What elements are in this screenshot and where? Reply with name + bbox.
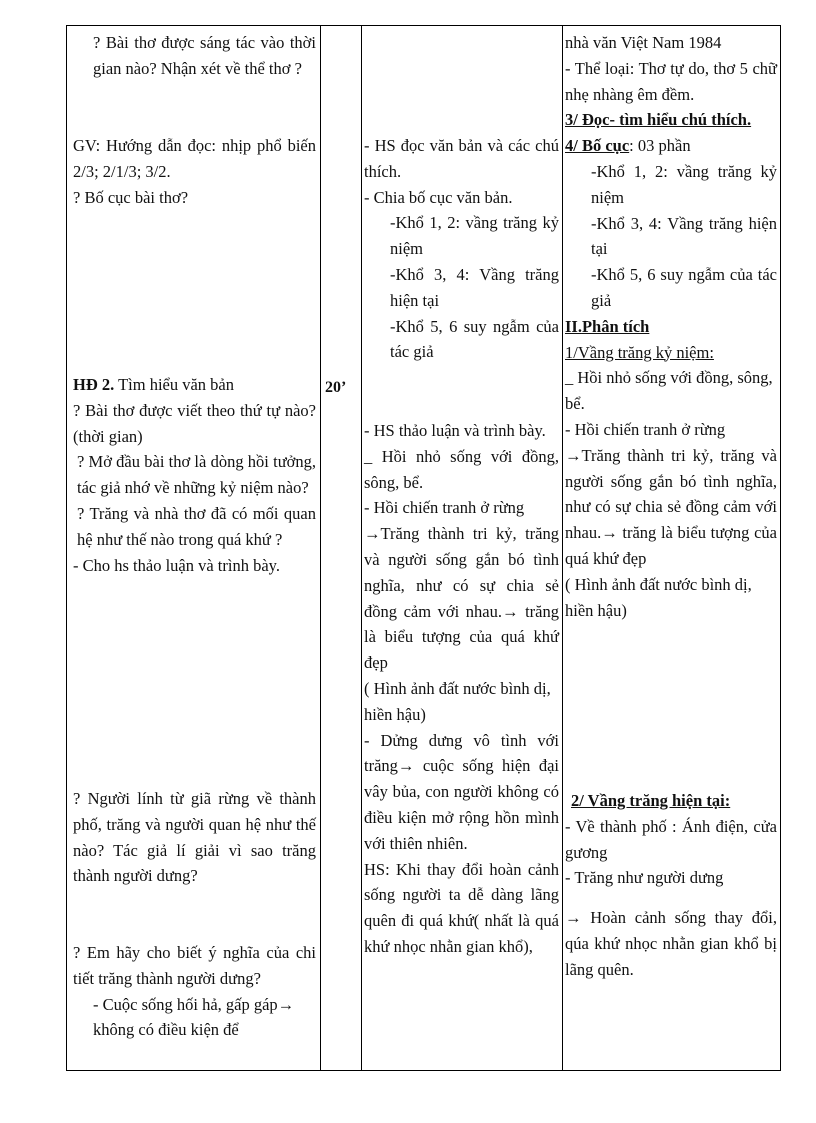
content-country-image: ( Hình ảnh đất nước bình dị, hiền hậu) bbox=[565, 574, 752, 620]
content-stranger: - Trăng như người dưng bbox=[565, 868, 724, 888]
question-order: ? Bài thơ được viết theo thứ tự nào?(thời gian) bbox=[73, 400, 316, 446]
content-circumstance: → Hoàn cảnh sống thay đổi, qúa khứ nhọc nhằn gian khổ bị lãng quên. bbox=[565, 908, 777, 979]
time-column bbox=[325, 26, 359, 1070]
writers-association-note: nhà văn Việt Nam 1984 bbox=[565, 33, 722, 52]
student-reading: - HS đọc văn bản và các chú thích. bbox=[364, 136, 559, 181]
question-soldier-city: ? Người lính từ giã rừng về thành phố, trăng và người quan hệ như thế nào? Tác giả lí giải vì sao trăng thành người dưng? bbox=[73, 789, 316, 886]
reading-heading: 3/ Đọc- tìm hiểu chú thích. bbox=[565, 110, 752, 130]
genre-note: - Thể loại: Thơ tự do, thơ 5 chữ nhẹ nhàng êm đềm. bbox=[565, 58, 777, 104]
column-divider bbox=[562, 26, 563, 1070]
content-city: - Về thành phố : Ánh điện, cửa gương bbox=[565, 816, 777, 862]
content-stanza-1-2: -Khổ 1, 2: vầng trăng kỷ niệm bbox=[591, 161, 777, 207]
student-forgetting-past: HS: Khi thay đổi hoàn cảnh sống người ta dễ dàng lãng quên đi quá khứ( nhất là quá khứ nhọc nhằn gian khổ), bbox=[364, 859, 559, 956]
student-discussion: - HS thảo luận và trình bày. bbox=[364, 421, 546, 440]
teacher-reading-guide: GV: Hướng dẫn đọc: nhịp phổ biến 2/3; 2/1/3; 3/2. bbox=[73, 136, 316, 181]
question-opening-memories: ? Mở đầu bài thơ là dòng hồi tưởng, tác giả nhớ về những kỷ niệm nào? bbox=[77, 452, 316, 498]
busy-life-note: - Cuộc sống hối hả, gấp gáp→ không có điều kiện để bbox=[93, 994, 295, 1040]
content-wartime: - Hồi chiến tranh ở rừng bbox=[565, 419, 726, 439]
student-wartime: - Hồi chiến tranh ở rừng bbox=[364, 498, 525, 518]
analysis-heading: II.Phân tích bbox=[565, 316, 650, 336]
student-stanza-1-2: -Khổ 1, 2: vầng trăng kỷ niệm bbox=[390, 213, 559, 259]
question-structure: ? Bố cục bài thơ? bbox=[73, 187, 189, 207]
student-stanza-5-6: -Khổ 5, 6 suy ngẫm của tác giả bbox=[390, 316, 559, 362]
content-stanza-3-4: -Khổ 3, 4: Vầng trăng hiện tại bbox=[591, 213, 777, 259]
time-allocation: 20’ bbox=[325, 379, 347, 396]
structure-heading: 4/ Bố cục: 03 phần bbox=[565, 136, 691, 156]
teacher-activity-column bbox=[73, 26, 316, 1070]
student-stanza-3-4: -Khổ 3, 4: Vầng trăng hiện tại bbox=[390, 264, 559, 310]
student-indifferent: - Dửng dưng vô tình với trăng→ cuộc sống hiện đại vây bủa, con người không có điều kiện mở rộng hồn mình với thiên nhiên. bbox=[364, 730, 559, 853]
activity-2-heading: HĐ 2. Tìm hiểu văn bản bbox=[73, 375, 235, 394]
content-moon-confidant: →Trăng thành tri kỷ, trăng và người sống gắn bó tình nghĩa, như có sự chia sẻ đồng cảm với nhau.→ trăng là biểu tượng của quá khứ đẹp bbox=[565, 445, 777, 568]
student-structure: - Chia bố cục văn bản. bbox=[364, 187, 513, 207]
content-stanza-5-6: -Khổ 5, 6 suy ngẫm của tác giả bbox=[591, 265, 777, 310]
student-activity-column bbox=[364, 26, 559, 1070]
content-childhood: _ Hồi nhỏ sống với đồng, sông, bể. bbox=[565, 368, 773, 414]
question-composition-time: ? Bài thơ được sáng tác vào thời gian nào? Nhận xét về thể thơ ? bbox=[93, 33, 316, 78]
student-childhood: _ Hồi nhỏ sống với đồng, sông, bể. bbox=[364, 446, 559, 492]
question-meaning-stranger: ? Em hãy cho biết ý nghĩa của chi tiết trăng thành người dưng? bbox=[73, 943, 316, 988]
student-moon-confidant: →Trăng thành tri kỷ, trăng và người sống gắn bó tình nghĩa, như có sự chia sẻ đồng cảm với nhau.→ trăng là biểu tượng của quá khứ đẹp bbox=[364, 524, 559, 673]
column-divider bbox=[361, 26, 362, 1070]
content-column bbox=[565, 26, 777, 1070]
discussion-instruction: - Cho hs thảo luận và trình bày. bbox=[73, 555, 280, 575]
student-country-image: ( Hình ảnh đất nước bình dị, hiền hậu) bbox=[364, 678, 551, 724]
column-divider bbox=[320, 26, 321, 1070]
question-moon-poet-relation: ? Trăng và nhà thơ đã có mối quan hệ như thế nào trong quá khứ ? bbox=[77, 503, 316, 549]
present-moon-heading: 2/ Vầng trăng hiện tại: bbox=[571, 791, 731, 810]
memory-moon-heading: 1/Vầng trăng kỷ niệm: bbox=[565, 342, 714, 362]
lesson-plan-table bbox=[66, 25, 781, 1071]
